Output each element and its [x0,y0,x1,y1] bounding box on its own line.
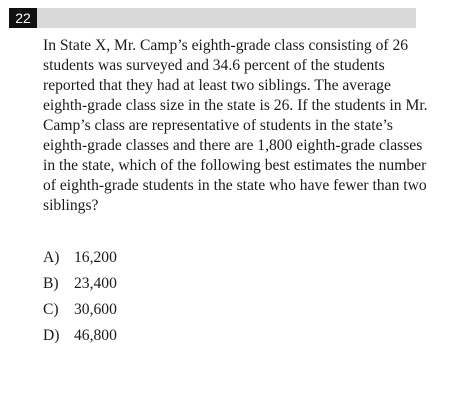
choice-value: 16,200 [74,249,117,266]
answer-choice-a[interactable] [43,248,117,274]
answer-choice-d[interactable] [43,326,117,352]
choice-letter: A) [43,249,60,266]
choice-value: 23,400 [74,275,117,292]
choice-value: 46,800 [74,327,117,344]
question-number: 22 [9,8,37,28]
answer-choice-c[interactable] [43,300,117,326]
question-header-bar [9,8,416,28]
question-text: In State X, Mr. Camp’s eighth-grade class consisting of 26 students was surveyed and 34.6 percent of the students reported that they had at least two siblings. The average eighth-grade class size in the state is 26. If the students in Mr. Camp’s class are representative of students in the state’s eighth-grade classes and there are 1,800 eighth-grade classes in the state, which of the following best estimates the number of eighth-grade students in the state who have fewer than two siblings? [43,37,428,214]
choice-letter: B) [43,275,59,292]
choice-value: 30,600 [74,301,117,318]
answer-choices [43,248,117,352]
choice-letter: C) [43,301,59,318]
answer-choice-b[interactable] [43,274,117,300]
choice-letter: D) [43,327,60,344]
